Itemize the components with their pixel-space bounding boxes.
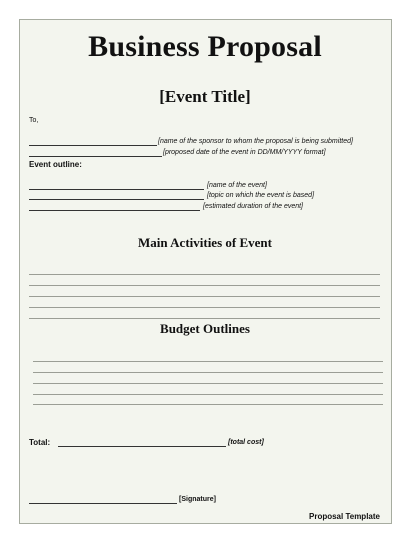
event-topic-hint: [topic on which the event is based] — [207, 192, 315, 199]
activities-heading: Main Activities of Event — [138, 235, 272, 250]
event-duration-hint: [estimated duration of the event] — [203, 203, 304, 210]
activities-line — [29, 274, 380, 275]
date-hint: [proposed date of the event in DD/MM/YYYY format] — [163, 149, 326, 156]
event-topic-blank — [29, 199, 204, 200]
date-blank — [29, 156, 162, 157]
budget-line — [33, 361, 383, 362]
budget-line — [33, 394, 383, 395]
budget-line — [33, 372, 383, 373]
to-label: To, — [29, 117, 39, 124]
total-blank — [58, 446, 226, 447]
event-duration-blank — [29, 210, 200, 211]
signature-hint: [Signature] — [179, 496, 216, 503]
budget-heading: Budget Outlines — [160, 321, 250, 336]
activities-line — [29, 285, 380, 286]
sponsor-hint: [name of the sponsor to whom the proposal is being submitted] — [158, 138, 353, 145]
budget-line — [33, 404, 383, 405]
event-title-placeholder: [Event Title] — [159, 87, 251, 106]
activities-line — [29, 318, 380, 319]
event-name-hint: [name of the event] — [207, 182, 267, 189]
total-hint: [total cost] — [228, 439, 264, 446]
document-title: Business Proposal — [88, 30, 322, 63]
event-outline-label: Event outline: — [29, 160, 82, 169]
activities-line — [29, 296, 380, 297]
activities-line — [29, 307, 380, 308]
signature-blank — [29, 503, 177, 504]
sponsor-blank — [29, 145, 157, 146]
budget-line — [33, 383, 383, 384]
event-name-blank — [29, 189, 204, 190]
total-label: Total: — [29, 438, 51, 447]
footer-label: Proposal Template — [309, 512, 380, 521]
